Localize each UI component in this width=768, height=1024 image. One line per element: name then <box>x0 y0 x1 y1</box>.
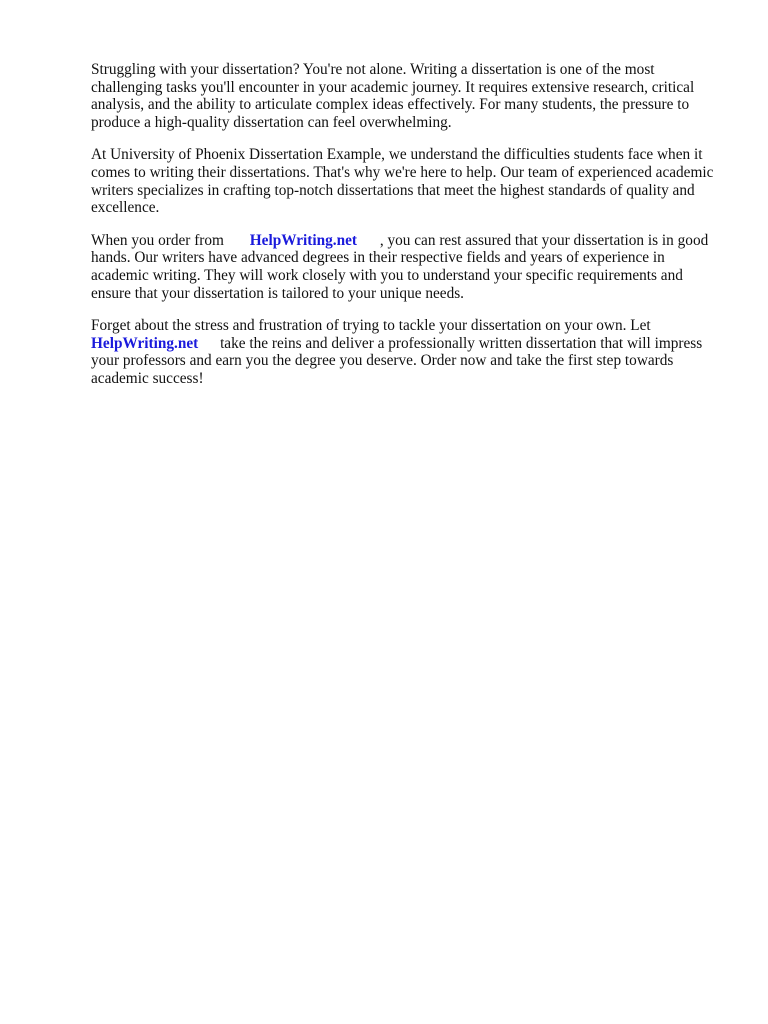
paragraph-closing <box>91 317 721 387</box>
paragraph-closing-text-before: Forget about the stress and frustration of trying to tackle your dissertation on your own. Let <box>91 317 651 335</box>
paragraph-order-text-before: When you order from <box>91 231 224 249</box>
paragraph-about-text: At University of Phoenix Dissertation Example, we understand the difficulties students face when it comes to writing their dissertations. That's why we're here to help. Our team of experienced academic writers specializes in crafting top-notch dissertations that meet the highest standards of quality and excellence. <box>91 146 714 217</box>
paragraph-order <box>91 232 721 302</box>
paragraph-intro-text: Struggling with your dissertation? You're not alone. Writing a dissertation is one of the most challenging tasks you'll encounter in your academic journey. It requires extensive research, critical analysis, and the ability to articulate complex ideas effectively. For many students, the pressure to produce a high-quality dissertation can feel overwhelming. <box>91 61 695 131</box>
document-page <box>91 61 721 403</box>
paragraph-order-text-after: , you can rest assured that your dissertation is in good hands. Our writers have advanced degrees in their respective fields and years of experience in academic writing. They will work closely with you to understand your specific requirements and ensure that your dissertation is tailored to your unique needs. <box>91 231 709 302</box>
helpwriting-link-2[interactable]: HelpWriting.net <box>91 334 199 352</box>
helpwriting-link[interactable]: HelpWriting.net <box>249 231 358 249</box>
paragraph-closing-text-after: take the reins and deliver a professionally written dissertation that will impress your professors and earn you the degree you deserve. Order now and take the first step towards academic success! <box>91 334 703 387</box>
paragraph-intro <box>91 61 721 131</box>
paragraph-about <box>91 146 721 216</box>
